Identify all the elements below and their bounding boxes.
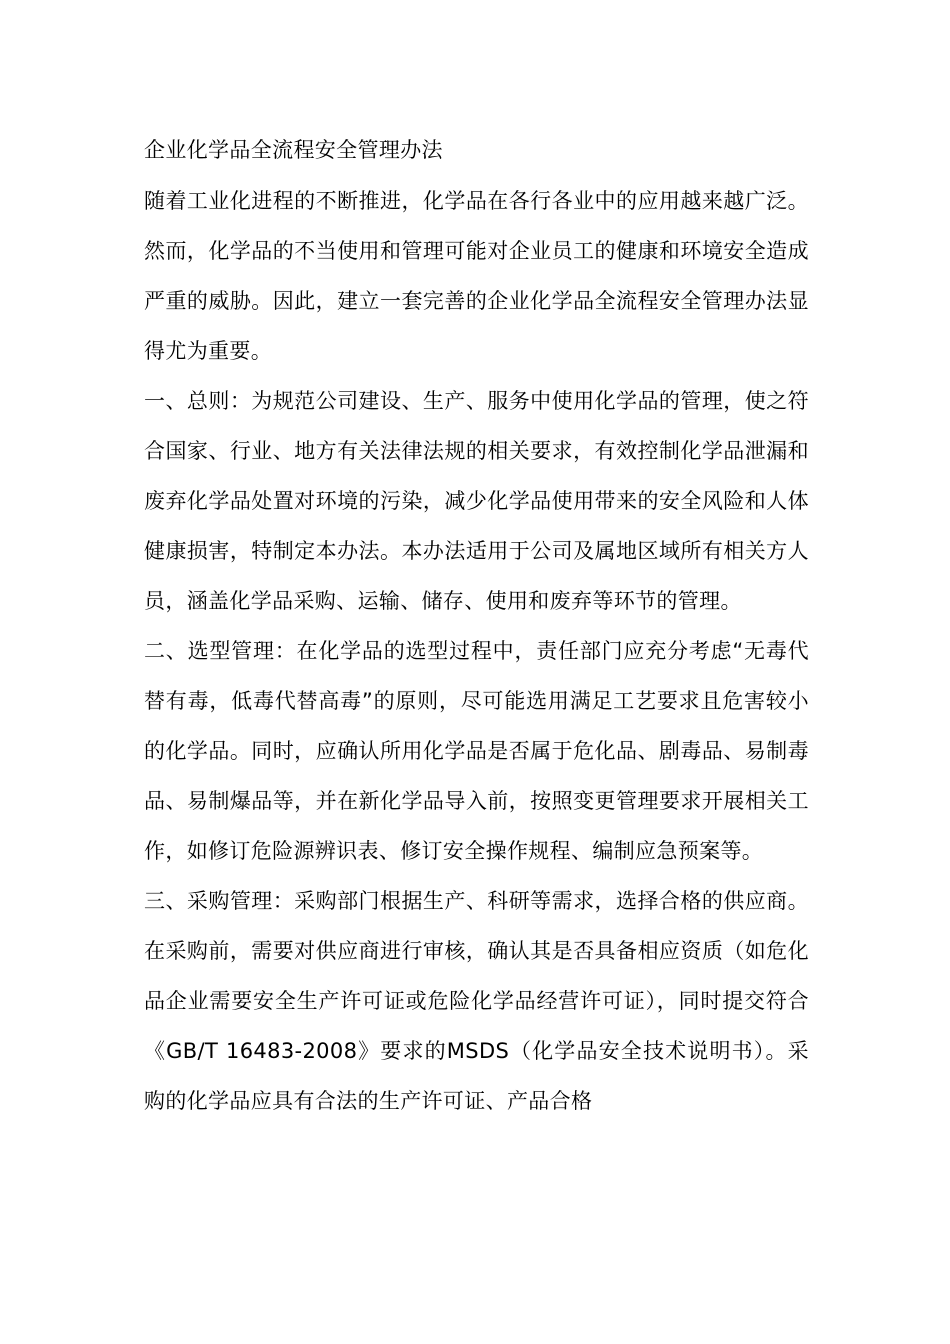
document-title: 企业化学品全流程安全管理办法 <box>144 138 443 162</box>
document-body <box>144 126 809 1126</box>
section-selection-paragraph: 二、选型管理：在化学品的选型过程中，责任部门应充分考虑“无毒代替有毒，低毒代替高毒”的原则，尽可能选用满足工艺要求且危害较小的化学品。同时，应确认所用化学品是否属于危化品、剧毒品、易制毒品、易制爆品等，并在新化学品导入前，按照变更管理要求开展相关工作，如修订危险源辨识表、修订安全操作规程、编制应急预案等。 <box>144 639 809 863</box>
section-procurement-paragraph: 三、采购管理：采购部门根据生产、科研等需求，选择合格的供应商。在采购前，需要对供应商进行审核，确认其是否具备相应资质（如危化品企业需要安全生产许可证或危险化学品经营许可证），同时提交符合《GB/T 16483-2008》要求的MSDS（化学品安全技术说明书）。采购的化学品应具有合法的生产许可证、产品合格 <box>144 889 809 1113</box>
section-general-paragraph: 一、总则：为规范公司建设、生产、服务中使用化学品的管理，使之符合国家、行业、地方有关法律法规的相关要求，有效控制化学品泄漏和废弃化学品处置对环境的污染，减少化学品使用带来的安全风险和人体健康损害，特制定本办法。本办法适用于公司及属地区域所有相关方人员，涵盖化学品采购、运输、储存、使用和废弃等环节的管理。 <box>144 389 809 613</box>
intro-paragraph: 随着工业化进程的不断推进，化学品在各行各业中的应用越来越广泛。然而，化学品的不当使用和管理可能对企业员工的健康和环境安全造成严重的威胁。因此，建立一套完善的企业化学品全流程安全管理办法显得尤为重要。 <box>144 189 809 363</box>
